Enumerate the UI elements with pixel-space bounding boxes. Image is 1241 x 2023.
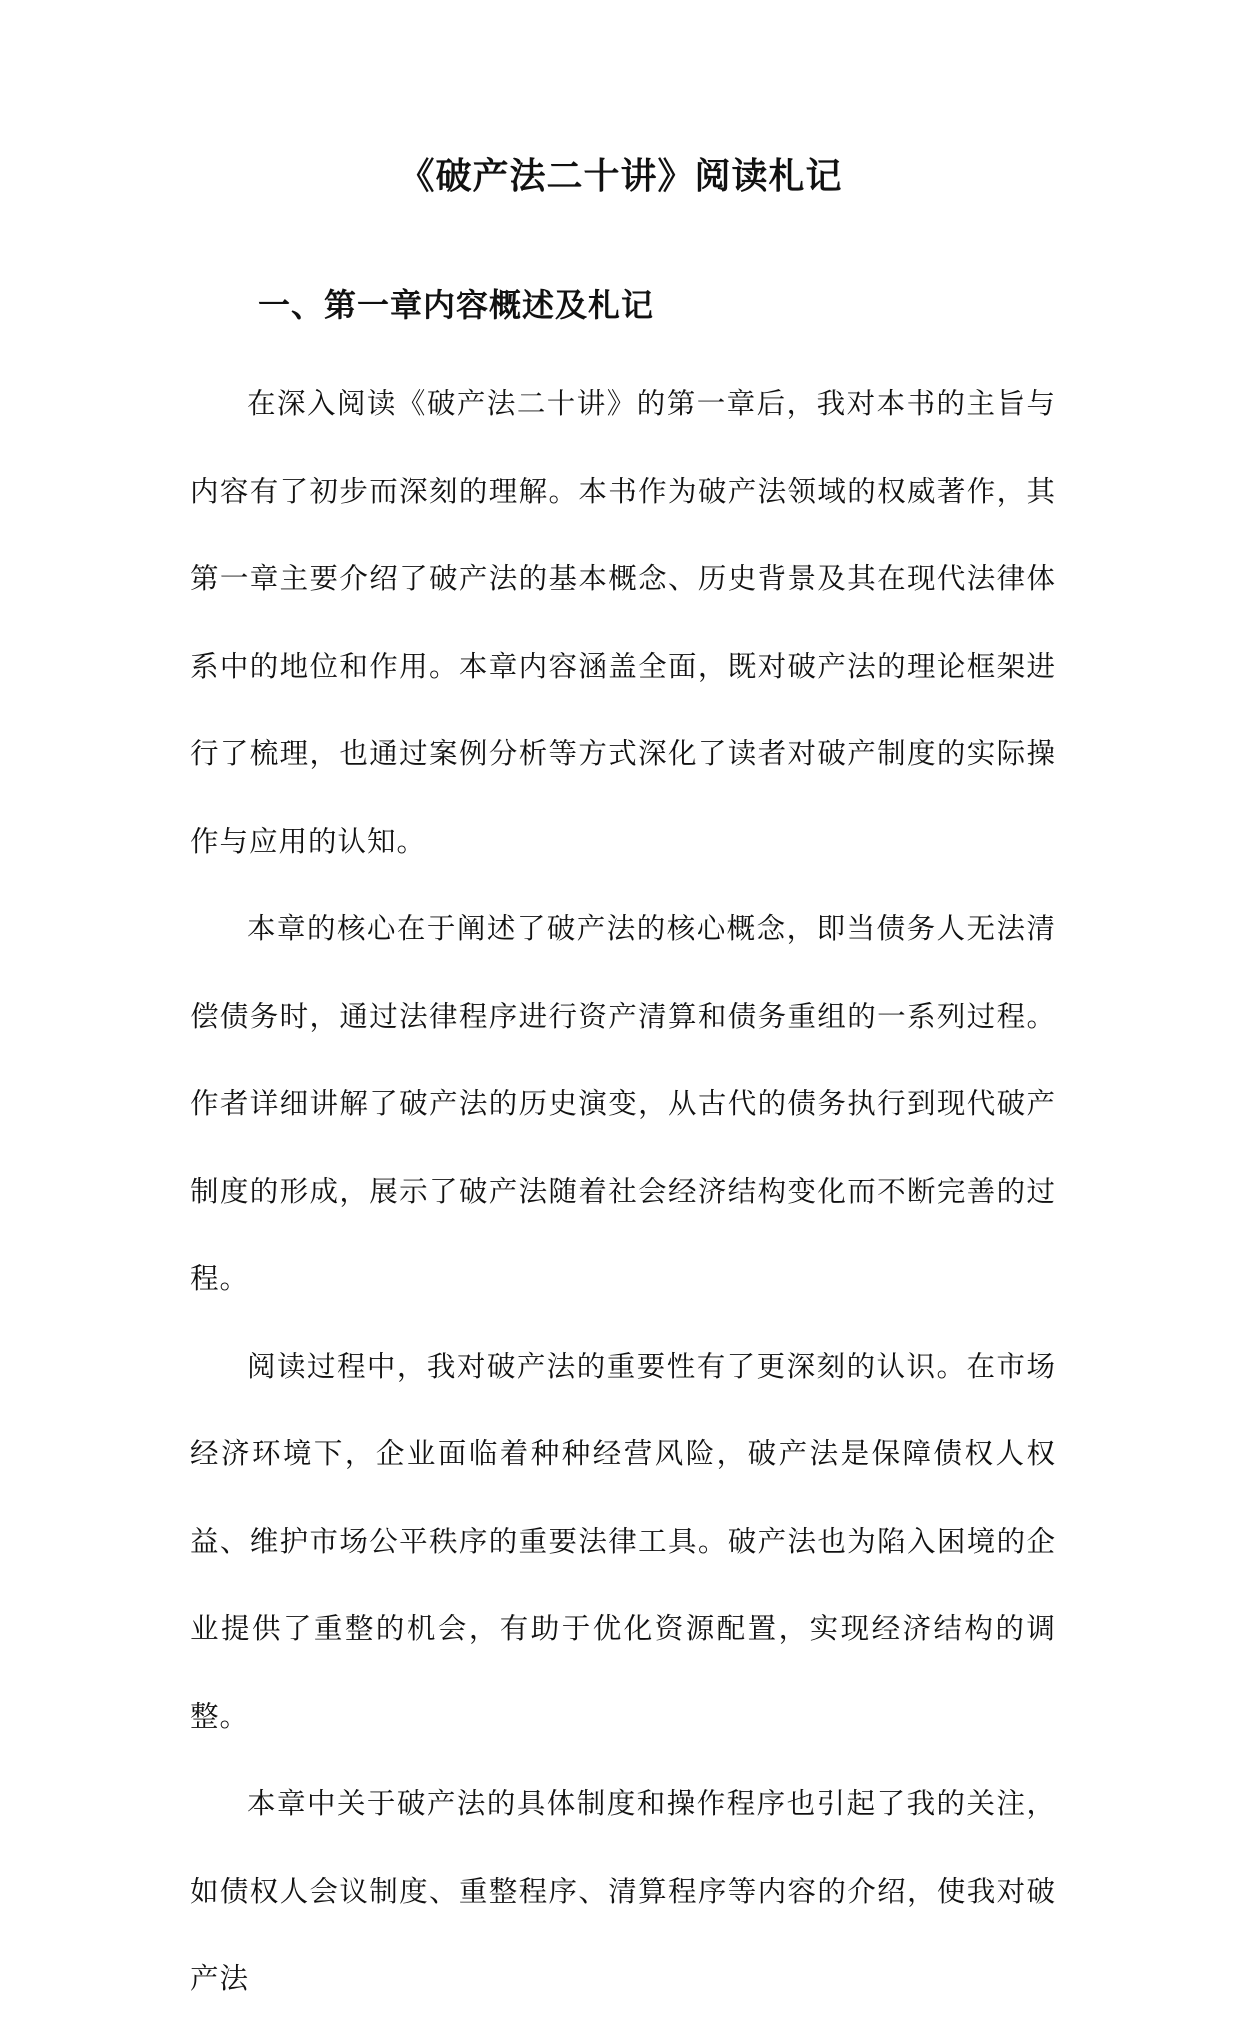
document-title: 《破产法二十讲》阅读札记 — [398, 155, 843, 197]
section-heading: 一、第一章内容概述及札记 — [258, 286, 655, 324]
paragraph-4: 本章中关于破产法的具体制度和操作程序也引起了我的关注，如债权人会议制度、重整程序、清算程序等内容的介绍，使我对破产法 — [190, 1787, 1056, 1995]
paragraph-3: 阅读过程中，我对破产法的重要性有了更深刻的认识。在市场经济环境下，企业面临着种种经营风险，破产法是保障债权人权益、维护市场公平秩序的重要法律工具。破产法也为陷入困境的企业提供了重整的机会，有助于优化资源配置，实现经济结构的调整。 — [190, 1349, 1056, 1733]
paragraph-2: 本章的核心在于阐述了破产法的核心概念，即当债务人无法清偿债务时，通过法律程序进行资产清算和债务重组的一系列过程。作者详细讲解了破产法的历史演变，从古代的债务执行到现代破产制度的形成，展示了破产法随着社会经济结构变化而不断完善的过程。 — [190, 912, 1056, 1295]
body-text — [190, 360, 1056, 2023]
paragraph-1: 在深入阅读《破产法二十讲》的第一章后，我对本书的主旨与内容有了初步而深刻的理解。本书作为破产法领域的权威著作，其第一章主要介绍了破产法的基本概念、历史背景及其在现代法律体系中的地位和作用。本章内容涵盖全面，既对破产法的理论框架进行了梳理，也通过案例分析等方式深化了读者对破产制度的实际操作与应用的认知。 — [190, 387, 1056, 858]
